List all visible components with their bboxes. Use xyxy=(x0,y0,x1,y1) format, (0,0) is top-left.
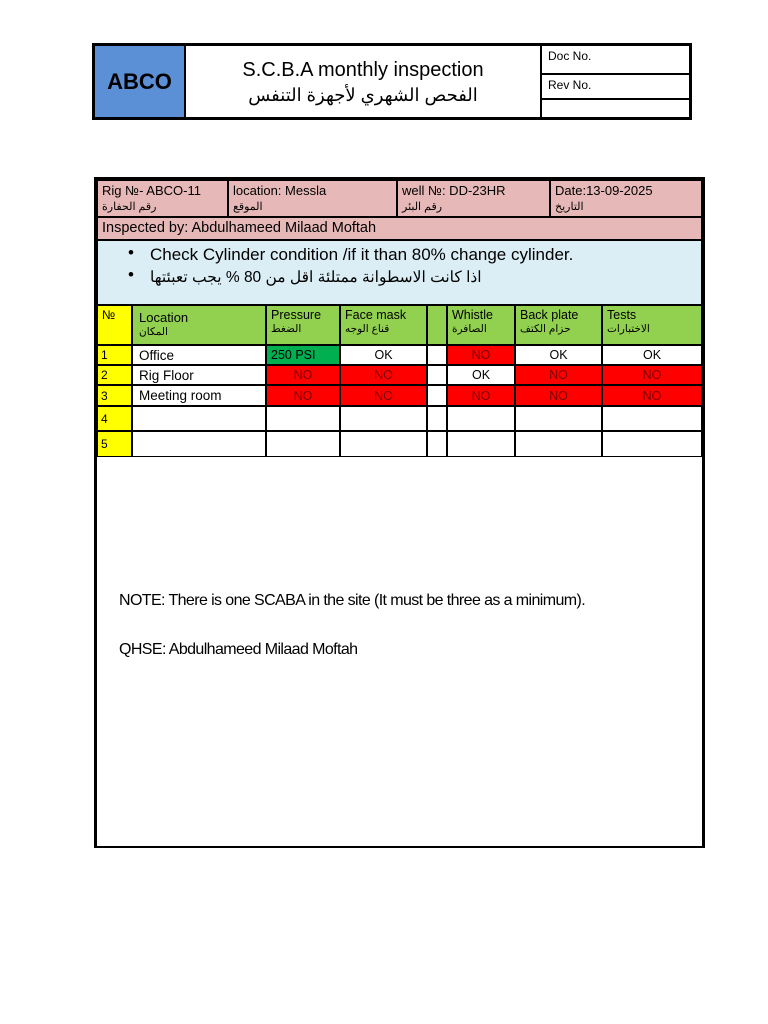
col-header-pressure: Pressure الضغط xyxy=(266,305,340,345)
bullet-icon: • xyxy=(128,265,134,284)
well-number: well №: DD-23HR xyxy=(402,183,506,198)
rig-number-ar: رقم الحفارة xyxy=(102,201,157,213)
col-header-location: Location المكان xyxy=(132,305,266,345)
row-5-pressure-cell xyxy=(266,431,340,457)
row-2-pressure-cell: NO xyxy=(266,365,340,385)
rev-no-field xyxy=(542,75,689,100)
date-value: Date:13-09-2025 xyxy=(555,183,653,198)
row-2-whistle-cell: OK xyxy=(447,365,515,385)
row-2-tests-cell: NO xyxy=(602,365,702,385)
row-4-face-mask-cell xyxy=(340,406,427,431)
row-4-whistle-cell xyxy=(447,406,515,431)
row-2-location-cell: Rig Floor xyxy=(132,365,266,385)
date-ar: التاريخ xyxy=(555,201,584,213)
row-3-pressure-cell: NO xyxy=(266,385,340,406)
company-logo: ABCO xyxy=(95,46,186,117)
row-4-pressure-cell xyxy=(266,406,340,431)
row-5-whistle-cell xyxy=(447,431,515,457)
row-3-location-cell: Meeting room xyxy=(132,385,266,406)
well-cell xyxy=(397,180,550,217)
row-5-tests-cell xyxy=(602,431,702,457)
note-text: NOTE: There is one SCABA in the site (It must be three as a minimum). xyxy=(119,592,586,609)
col-header-back-plate: Back plate حزام الكتف xyxy=(515,305,602,345)
col-header-whistle: Whistle الصافرة xyxy=(447,305,515,345)
instruction-arabic: اذا كانت الاسطوانة ممتلئة اقل من 80 % يجب تعبئتها xyxy=(150,269,482,286)
col-header-face-mask: Face mask قناع الوجه xyxy=(340,305,427,345)
row-1-pressure-cell: 250 PSI xyxy=(266,345,340,365)
row-1-blank-cell xyxy=(427,345,447,365)
col-header-no: № xyxy=(97,305,132,345)
title-english: S.C.B.A monthly inspection xyxy=(242,58,484,81)
row-3-no-cell: 3 xyxy=(97,385,132,406)
inspection-form xyxy=(94,177,705,848)
row-5-face-mask-cell xyxy=(340,431,427,457)
row-3-back-plate-cell: NO xyxy=(515,385,602,406)
inspected-by: Inspected by: Abdulhameed Milaad Moftah xyxy=(102,220,377,236)
instruction-english: Check Cylinder condition /if it than 80% change cylinder. xyxy=(150,245,574,264)
row-3-face-mask-cell: NO xyxy=(340,385,427,406)
rev-no-label: Rev No. xyxy=(548,78,592,92)
row-2-back-plate-cell: NO xyxy=(515,365,602,385)
row-1-tests-cell: OK xyxy=(602,345,702,365)
row-2-no-cell: 2 xyxy=(97,365,132,385)
location-value: location: Messla xyxy=(233,183,327,198)
date-cell xyxy=(550,180,702,217)
qhse-signature: QHSE: Abdulhameed Milaad Moftah xyxy=(119,641,358,658)
bullet-icon: • xyxy=(128,243,134,262)
row-5-location-cell xyxy=(132,431,266,457)
col-header-blank xyxy=(427,305,447,345)
document-header xyxy=(92,43,692,120)
row-3-blank-cell xyxy=(427,385,447,406)
row-3-tests-cell: NO xyxy=(602,385,702,406)
title-arabic: الفحص الشهري لأجهزة التنفس xyxy=(248,84,478,105)
row-4-location-cell xyxy=(132,406,266,431)
document-title xyxy=(186,46,542,117)
row-1-back-plate-cell: OK xyxy=(515,345,602,365)
doc-no-label: Doc No. xyxy=(548,49,592,63)
row-4-tests-cell xyxy=(602,406,702,431)
blank-field xyxy=(542,100,689,117)
row-2-face-mask-cell: NO xyxy=(340,365,427,385)
rig-number: Rig №- ABCO-11 xyxy=(102,183,201,198)
row-4-back-plate-cell xyxy=(515,406,602,431)
row-5-back-plate-cell xyxy=(515,431,602,457)
row-4-blank-cell xyxy=(427,406,447,431)
col-header-tests: Tests الاختبارات xyxy=(602,305,702,345)
row-4-no-cell: 4 xyxy=(97,406,132,431)
row-3-whistle-cell: NO xyxy=(447,385,515,406)
doc-no-field xyxy=(542,46,689,75)
row-1-face-mask-cell: OK xyxy=(340,345,427,365)
row-1-whistle-cell: NO xyxy=(447,345,515,365)
row-1-no-cell: 1 xyxy=(97,345,132,365)
row-5-no-cell: 5 xyxy=(97,431,132,457)
well-number-ar: رقم البئر xyxy=(402,201,443,213)
row-2-blank-cell xyxy=(427,365,447,385)
row-1-location-cell: Office xyxy=(132,345,266,365)
instructions-box xyxy=(97,240,702,305)
location-cell xyxy=(228,180,397,217)
inspected-by-row xyxy=(97,217,702,240)
location-ar: الموقع xyxy=(233,201,263,213)
rig-cell xyxy=(97,180,228,217)
row-5-blank-cell xyxy=(427,431,447,457)
